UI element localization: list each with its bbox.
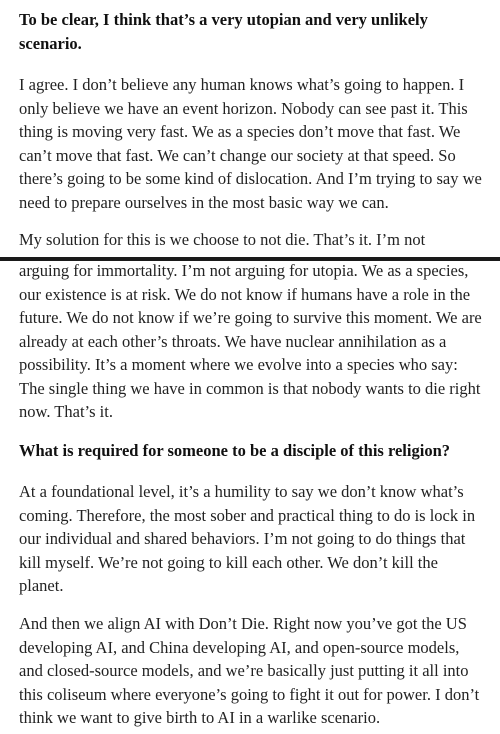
interview-question: To be clear, I think that’s a very utopian and very unlikely scenario. [19,10,428,53]
answer-paragraph: And then we align AI with Don’t Die. Right now you’ve got the US developing AI, and China developing AI, and open-source models, and closed-source models, and we’re basically just putting it all into this coliseum where everyone’s going to fight it out for power. I don’t think we want to give birth to AI in a warlike scenario. [19,614,480,727]
screenshot-seam-divider [0,257,500,261]
answer-paragraph: At a foundational level, it’s a humility to say we don’t know what’s coming. Therefore, the most sober and practical thing to do is lock in our individual and shared behaviors. I’m not going to do things that kill myself. We’re not going to kill each other. We don’t kill the planet. [19,482,476,595]
answer-paragraph-continued: arguing for immortality. I’m not arguing for utopia. We as a species, our existence is at risk. We do not know if humans have a role in the future. We do not know if we’re going to survive this moment. We are already at each other’s throats. We have nuclear annihilation as a possibility. It’s a moment where we evolve into a species who say: The single thing we have in common is that nobody wants to die right now. That’s it. [19,261,482,421]
answer-paragraph: I agree. I don’t believe any human knows what’s going to happen. I only believe we have an event horizon. Nobody can see past it. This thing is moving very fast. We as a species don’t move that fast. We can’t move that fast. We can’t change our society at that speed. So there’s going to be some kind of dislocation. And I’m trying to say we need to prepare ourselves in the most basic way we can. [19,75,482,212]
interview-question: What is required for someone to be a disciple of this religion? [19,441,450,460]
answer-paragraph-first-line: My solution for this is we choose to not die. That’s it. I’m not [19,230,426,249]
